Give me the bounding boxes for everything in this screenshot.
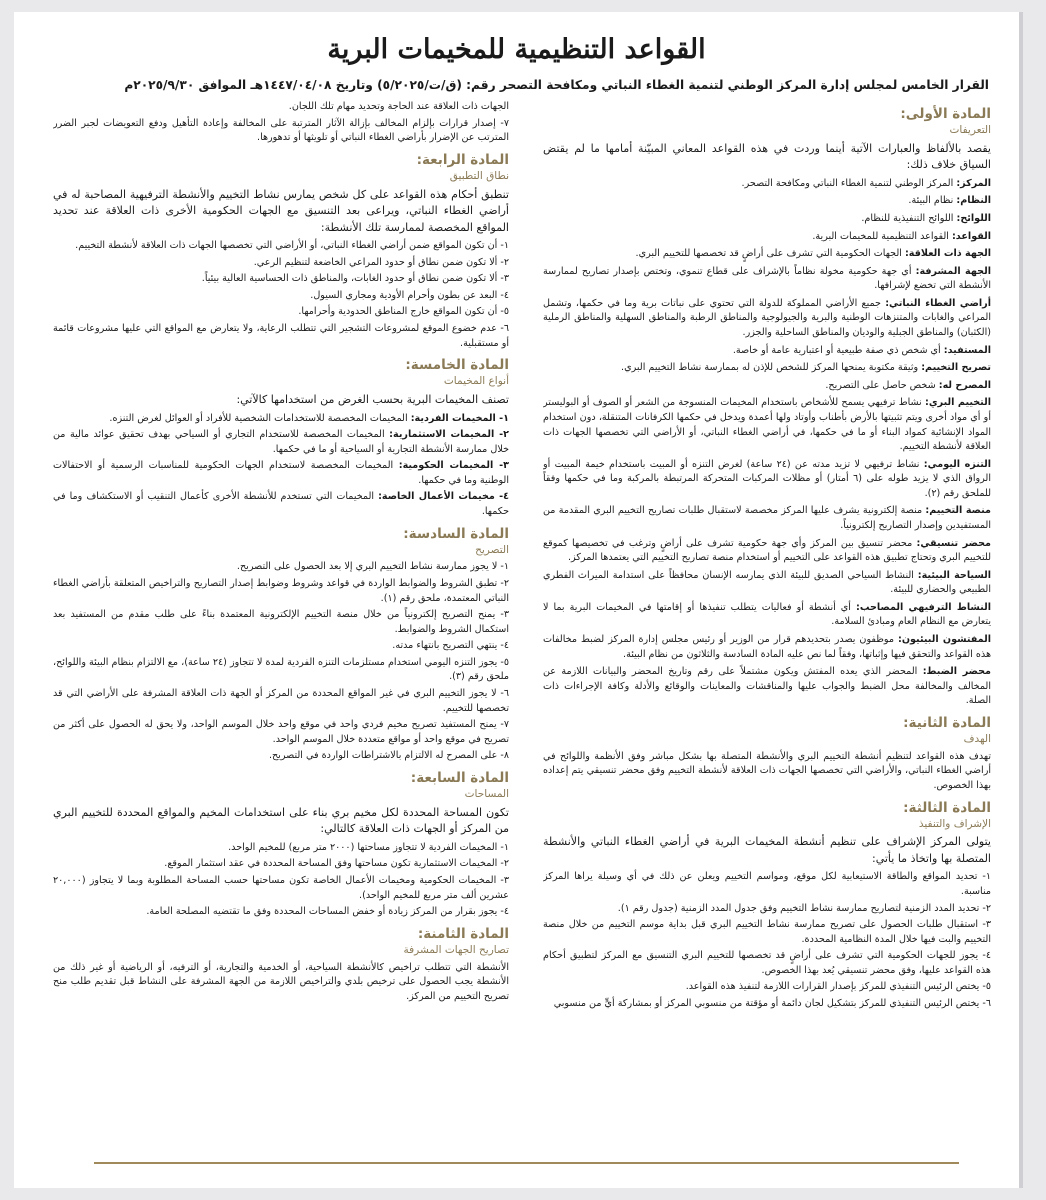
- definition-item: [543, 458, 991, 502]
- definition-item: [543, 665, 991, 709]
- camp-type-text: المخيمات التي تستخدم للأنشطة الأخرى كأعمال التنقيب أو الاستكشاف وما في حكمها.: [53, 491, 509, 517]
- definition-term: المصرح له:: [938, 379, 991, 391]
- definition-term: التنزه اليومي:: [923, 458, 991, 470]
- definition-text: منصة إلكترونية يشرف عليها المركز مخصصة لاستقبال طلبات تصاريح التخييم البري المقدمة من المستفيدين وإصدار التصاريح إلكترونياً.: [543, 505, 991, 531]
- article-3-item: ٥- يختص الرئيس التنفيذي للمركز بإصدار القرارات اللازمة لتنفيذ هذه القواعد.: [685, 981, 991, 993]
- camp-type-term: ٢- المخيمات الاستثمارية:: [389, 429, 509, 441]
- definition-item: [543, 379, 991, 394]
- definition-term: المفتشون البيئيون:: [898, 634, 991, 646]
- article-4-item: ٥- أن تكون المواقع خارج المناطق الحدودية وأحرامها.: [298, 306, 509, 318]
- document-title: القواعد التنظيمية للمخيمات البرية: [327, 34, 706, 65]
- article-7-intro: تكون المساحة المحددة لكل مخيم بري بناء على استخدامات المخيم والمواقع المحددة للتخييم البري من المركز أو الجهات ذات العلاقة كالتالي:: [53, 805, 509, 836]
- article-6-heading: المادة السادسة:: [403, 525, 509, 542]
- definition-term: النظام:: [956, 195, 991, 207]
- article-6-item: ٢- تطبق الشروط والضوابط الواردة في قواعد وشروط وضوابط إصدار التصاريح والتراخيص المتعلقة بأراضي الغطاء النباتي المعتمدة، ملحق رقم (١).: [53, 577, 509, 604]
- article-6-item: ٨- على المصرح له الالتزام بالاشتراطات الواردة في التصريح.: [268, 750, 509, 762]
- article-5-subheading: أنواع المخيمات: [443, 375, 509, 388]
- definition-text: نشاط ترفيهي لا تزيد مدته عن (٢٤ ساعة) لغرض التنزه أو المبيت باستخدام خيمة المبيت أو الرواق الذي لا يزيد طوله على (٦ أمتار) أو مظلات المركبات المتحركة المرتبطة بالمركبة وما في حكمها وفقاً للملحق رقم (٢).: [543, 458, 991, 499]
- definition-item: [543, 247, 991, 262]
- article-3-item: ٦- يختص الرئيس التنفيذي للمركز بتشكيل لجان دائمة أو مؤقتة من منسوبي المركز أو بمشاركة أيٍّ من منسوبي: [553, 998, 991, 1010]
- article-4-heading: المادة الرابعة:: [416, 151, 509, 168]
- definition-item: [543, 504, 991, 533]
- definition-term: منصة التخييم:: [925, 505, 991, 517]
- definition-text: نظام البيئة.: [908, 195, 954, 207]
- article-1-subheading: التعريفات: [949, 124, 991, 137]
- article-6-item: ١- لا يجوز ممارسة نشاط التخييم البري إلا بعد الحصول على التصريح.: [236, 561, 509, 573]
- definition-term: السياحة البيئية:: [917, 569, 991, 581]
- article-4-subheading: نطاق التطبيق: [449, 169, 509, 182]
- definition-item: [543, 297, 991, 341]
- definition-text: نشاط ترفيهي يسمح للأشخاص باستخدام المخيمات المنسوجة من الشعر أو الصوف أو البوليستر أو أي مواد أخرى ويتم تثبيتها بالأرض بأطناب وأوتاد ولها أعمدة ويدخل في حكمها الكرفانات المتنقلة، دون استخدام المواد الإنشائية كمواد البناء أو ما في حكمها، في أراضي الغطاء النباتي، أو الأراضي التي تخصصها الجهات ذات العلاقة لأنشطة التخييم.: [543, 397, 991, 453]
- definition-text: أي أنشطة أو فعاليات يتطلب تنفيذها أو إقامتها في المخيمات البرية بما لا يتعارض مع النظام العام ومبادئ السلامة.: [543, 601, 991, 628]
- article-8-heading: المادة الثامنة:: [417, 925, 509, 942]
- definition-text: المحضر الذي يعده المفتش ويكون مشتملاً على رقم وتاريخ المحضر والبيانات اللازمة عن المخالف والمخالفة محل الضبط والجواب عليها والمناقشات والمعاينات والوقائع والأدلة وكافة الإجراءات ذات الصلة.: [543, 666, 991, 707]
- definition-text: القواعد التنظيمية للمخيمات البرية.: [812, 230, 949, 242]
- article-1-heading: المادة الأولى:: [900, 106, 991, 122]
- definitions-list: [543, 177, 991, 709]
- article-6-item: ٦- لا يجوز التخييم البري في غير المواقع المحددة من المركز أو الجهة ذات العلاقة المشرفة على الأراضي التي قد تخصصها للتخييم.: [53, 688, 509, 714]
- definition-term: الجهة المشرفة:: [915, 265, 991, 277]
- definition-term: النشاط الترفيهي المصاحب:: [855, 601, 991, 613]
- article-7-item: ٤- يجوز بقرار من المركز زيادة أو خفض المساحات المحددة وفق ما تقتضيه المصلحة العامة.: [146, 906, 509, 918]
- definition-term: الجهة ذات العلاقة:: [904, 248, 991, 260]
- definition-term: أراضي الغطاء النباتي:: [885, 297, 991, 309]
- camp-type-item: [53, 412, 509, 427]
- definition-item: [543, 537, 991, 566]
- article-3-item: ١- تحديد المواقع والطاقة الاستيعابية لكل موقع، ومواسم التخييم ويعلن عن ذلك في أي وسيلة يراها المركز مناسبة.: [543, 871, 991, 897]
- article-5-intro: تصنف المخيمات البرية بحسب الغرض من استخدامها كالآتي:: [236, 393, 509, 406]
- definition-text: الجهات الحكومية التي تشرف على أراضٍ قد تخصصها للتخييم البري.: [635, 248, 902, 260]
- article-6-subheading: التصريح: [475, 543, 509, 556]
- article-3-intro: يتولى المركز الإشراف على تنظيم أنشطة المخيمات البرية في أراضي الغطاء النباتي والأنشطة المتصلة بها واتخاذ ما يأتي:: [543, 835, 991, 865]
- footer-rule: [94, 1162, 959, 1164]
- camp-type-text: المخيمات المخصصة للاستخدام التجاري أو السياحي بهدف تحقيق عوائد مالية من خلال ممارسة الأنشطة التجارية أو السياحية أو ما في حكمها.: [53, 429, 509, 455]
- definition-item: [543, 265, 991, 294]
- definition-text: جميع الأراضي المملوكة للدولة التي تحتوي على نباتات برية وما في حكمها، وتشمل المراعي والغابات والمتنزهات الوطنية والبرية والجيولوجية والمناطق الرطبة والمناطق السهلية والمناطق الرملية (الكثبان) والمناطق الجبلية والوديان والمناطق الساحلية والجزر.: [543, 297, 991, 339]
- definition-item: [543, 230, 991, 245]
- camp-type-text: المخيمات المخصصة للاستخدامات الشخصية للأفراد أو العوائل لغرض التنزه.: [109, 412, 408, 424]
- definition-term: المركز:: [956, 177, 991, 189]
- article-2-text: تهدف هذه القواعد لتنظيم أنشطة التخييم البري والأنشطة المتصلة بها بشكل مباشر وفق الأنظمة واللوائح في أراضي الغطاء النباتي، والأراضي التي تخصصها الجهات ذات العلاقة لأنشطة التخييم وفق محضر تنسيقي يتم إعداده بهذا الخصوص.: [543, 750, 991, 791]
- article-4-item: ٢- ألا تكون ضمن نطاق أو حدود المراعي الخاضعة لتنظيم الرعي.: [253, 256, 509, 268]
- definition-item: [543, 601, 991, 630]
- camp-type-item: [53, 428, 509, 457]
- definition-term: اللوائح:: [956, 213, 991, 225]
- definition-term: المستفيد:: [943, 344, 991, 356]
- definition-text: اللوائح التنفيذية للنظام.: [861, 213, 954, 225]
- definition-term: التخييم البري:: [924, 397, 991, 409]
- article-2-heading: المادة الثانية:: [903, 714, 991, 731]
- definition-text: وثيقة مكتوبة يمنحها المركز للشخص للإذن له بممارسة نشاط التخييم البري.: [621, 362, 919, 374]
- article-5-heading: المادة الخامسة:: [405, 357, 509, 374]
- right-column: [543, 100, 991, 1148]
- article-7-item: ٣- المخيمات الحكومية ومخيمات الأعمال الخاصة تكون مساحتها حسب المساحة المطلوبة وبما لا يتجاوز (٢٠,٠٠٠ عشرين ألف متر مربع للمخيم الواحد).: [53, 874, 509, 901]
- article-1-intro: يقصد بالألفاظ والعبارات الآتية أينما وردت في هذه القواعد المعاني المبيّنة أمامها ما لم يقتض السياق خلاف ذلك:: [543, 141, 991, 172]
- definition-item: [543, 212, 991, 227]
- definition-item: [543, 177, 991, 192]
- decision-subtitle: القرار الخامس لمجلس إدارة المركز الوطني لتنمية الغطاء النباتي ومكافحة التصحر رقم: (ق/ت/٥/٢٠٢٥) وتاريخ ١٤٤٧/٠٤/٠٨هـ الموافق ٢٠٢٥/٩/٣٠م: [124, 78, 989, 92]
- article-3-item: ٢- تحديد المدد الزمنية لتصاريح ممارسة نشاط التخييم وفق جدول المدد الزمنية (جدول رقم ١).: [617, 902, 991, 914]
- article-6-item: ٤- ينتهي التصريح بانتهاء مدته.: [392, 640, 509, 652]
- definition-item: [543, 569, 991, 598]
- article-3-item: ٣- استقبال طلبات الحصول على تصريح ممارسة نشاط التخييم البري قبل بداية موسم التخييم من خلال منصة التخييم والبت فيها خلال المدة النظامية المحددة.: [543, 919, 991, 945]
- camp-types-list: [53, 412, 509, 520]
- definition-term: محضر الضبط:: [922, 666, 991, 678]
- definition-item: [543, 194, 991, 209]
- camp-type-item: [53, 459, 509, 488]
- definition-term: تصريح التخييم:: [921, 362, 991, 374]
- article-4-item: ٤- البعد عن بطون وأحرام الأودية ومجاري السيول.: [310, 289, 509, 301]
- definition-item: [543, 633, 991, 662]
- definition-text: محضر تنسيق بين المركز وأي جهة حكومية تشرف على أراضٍ وترغب في تخصيصها كموقع للتخييم البري وتحتاج تطبيق هذه القواعد على التخييم أو استخدام منصة تصاريح التخييم التي يعتمدها المركز.: [543, 537, 991, 564]
- article-3-subheading: الإشراف والتنفيذ: [918, 817, 991, 830]
- definition-item: [543, 361, 991, 376]
- article-7-subheading: المساحات: [464, 788, 509, 801]
- article-4-intro: تنطبق أحكام هذه القواعد على كل شخص يمارس نشاط التخييم والأنشطة الترفيهية المصاحبة له في أراضي الغطاء النباتي، ويراعى بعد التنسيق مع الجهات الحكومية الأخرى ذات العلاقة عند تحديد المواقع المخصصة لممارسة تلك الأنشطة:: [53, 187, 509, 234]
- article-7-item: ٢- المخيمات الاستثمارية تكون مساحتها وفق المساحة المحددة في عقد استثمار الموقع.: [164, 858, 509, 870]
- definition-item: [543, 396, 991, 454]
- document-page: [14, 12, 1023, 1188]
- camp-type-item: [53, 490, 509, 519]
- continued-text: الجهات ذات العلاقة عند الحاجة وتحديد مهام تلك اللجان.: [288, 101, 509, 112]
- article-8-text: الأنشطة التي تتطلب تراخيص كالأنشطة السياحية، أو الخدمية والتجارية، أو الترفيه، أو الرياضية أو غير ذلك من الأنشطة يجب الحصول على ترخيص بلدي والتراخيص اللازمة من الجهة المشرفة على النشاط قبل تقديم طلب منح تصريح التخييم من المركز.: [53, 961, 509, 1002]
- article-3-item: ٤- يجوز للجهات الحكومية التي تشرف على أراضٍ قد تخصصها للتخييم البري التنسيق مع المركز لتطبيق أحكام هذه القواعد عليها، وفق محضر تنسيقي يُعد بهذا الخصوص.: [543, 950, 991, 976]
- definition-text: أي شخص ذي صفة طبيعية أو اعتبارية عامة أو خاصة.: [732, 344, 941, 356]
- article-6-item: ٧- يمنح المستفيد تصريح مخيم فردي واحد في موقع واحد خلال الموسم الواحد، ولا يحق له الحصول على أكثر من تصريح في موقع واحد أو مواقع متعددة خلال الموسم الواحد.: [53, 719, 509, 745]
- camp-type-term: ١- المخيمات الفردية:: [410, 412, 509, 424]
- definition-text: المركز الوطني لتنمية الغطاء النباتي ومكافحة التصحر.: [741, 177, 954, 189]
- camp-type-term: ٣- المخيمات الحكومية:: [398, 460, 509, 472]
- article-4-item: ٣- ألا تكون ضمن نطاق أو حدود الغابات، والمناطق ذات الحساسية العالية بيئياً.: [201, 273, 509, 285]
- definition-text: شخص حاصل على التصريح.: [825, 379, 936, 391]
- definition-item: [543, 344, 991, 359]
- camp-type-term: ٤- مخيمات الأعمال الخاصة:: [378, 491, 509, 503]
- definition-text: النشاط السياحي الصديق للبيئة الذي يمارسه الإنسان محافظاً على استدامة الميراث الفطري الطبيعي والحضاري للبيئة.: [543, 569, 991, 596]
- definition-text: أي جهة حكومية مخولة نظاماً بالإشراف على قطاع تنموي، وتختص بإصدار تصاريح لممارسة الأنشطة التي تخضع لإشرافها.: [543, 265, 991, 292]
- article-6-item: ٣- يمنح التصريح إلكترونياً من خلال منصة التخييم الإلكترونية المعتمدة بناءً على طلب مقدم من المستفيد بعد استكمال الشروط والضوابط.: [53, 609, 509, 635]
- camp-type-text: المخيمات المخصصة لاستخدام الجهات الحكومية للمناسبات الرسمية أو الاحتفالات الوطنية وما في حكمها.: [53, 460, 509, 486]
- article-3-item: ٧- إصدار قرارات بإلزام المخالف بإزالة الآثار المترتبة على المخالفة وإعادة التأهيل ودفع التعويضات لجبر الضرر المترتب عن الإضرار بأراضي الغطاء النباتي أو تلويثها أو تدهورها.: [53, 117, 509, 144]
- article-2-subheading: الهدف: [963, 733, 991, 746]
- article-8-subheading: تصاريح الجهات المشرفة: [403, 943, 509, 956]
- article-4-item: ١- أن تكون المواقع ضمن أراضي الغطاء النباتي، أو الأراضي التي تخصصها الجهات ذات العلاقة لأنشطة التخييم.: [75, 240, 509, 252]
- article-6-item: ٥- يجوز التنزه اليومي استخدام مستلزمات التنزه الفردية لمدة لا تتجاوز (٢٤ ساعة)، مع الالتزام بنظام البيئة واللوائح، ملحق رقم (٣).: [53, 656, 509, 683]
- article-7-item: ١- المخيمات الفردية لا تتجاوز مساحتها (٢٠٠٠ متر مربع) للمخيم الواحد.: [228, 841, 509, 853]
- definition-term: القواعد:: [951, 230, 991, 242]
- definition-text: موظفون يصدر بتحديدهم قرار من الوزير أو رئيس مجلس إدارة المركز لضبط مخالفات هذه القواعد والتحقق فيها وإثباتها، وفقاً لما نص عليه المادة السادسة والثلاثون من نظام البيئة.: [543, 634, 991, 660]
- left-column: [53, 100, 509, 1148]
- article-3-heading: المادة الثالثة:: [903, 799, 991, 816]
- article-7-heading: المادة السابعة:: [410, 769, 509, 786]
- article-4-item: ٦- عدم خضوع الموقع لمشروعات التشجير التي تتطلب الرعاية، ولا يتعارض مع المواقع التي عليها مشروعات قائمة أو مستقبلية.: [53, 322, 509, 349]
- definition-term: محضر تنسيقي:: [916, 537, 991, 549]
